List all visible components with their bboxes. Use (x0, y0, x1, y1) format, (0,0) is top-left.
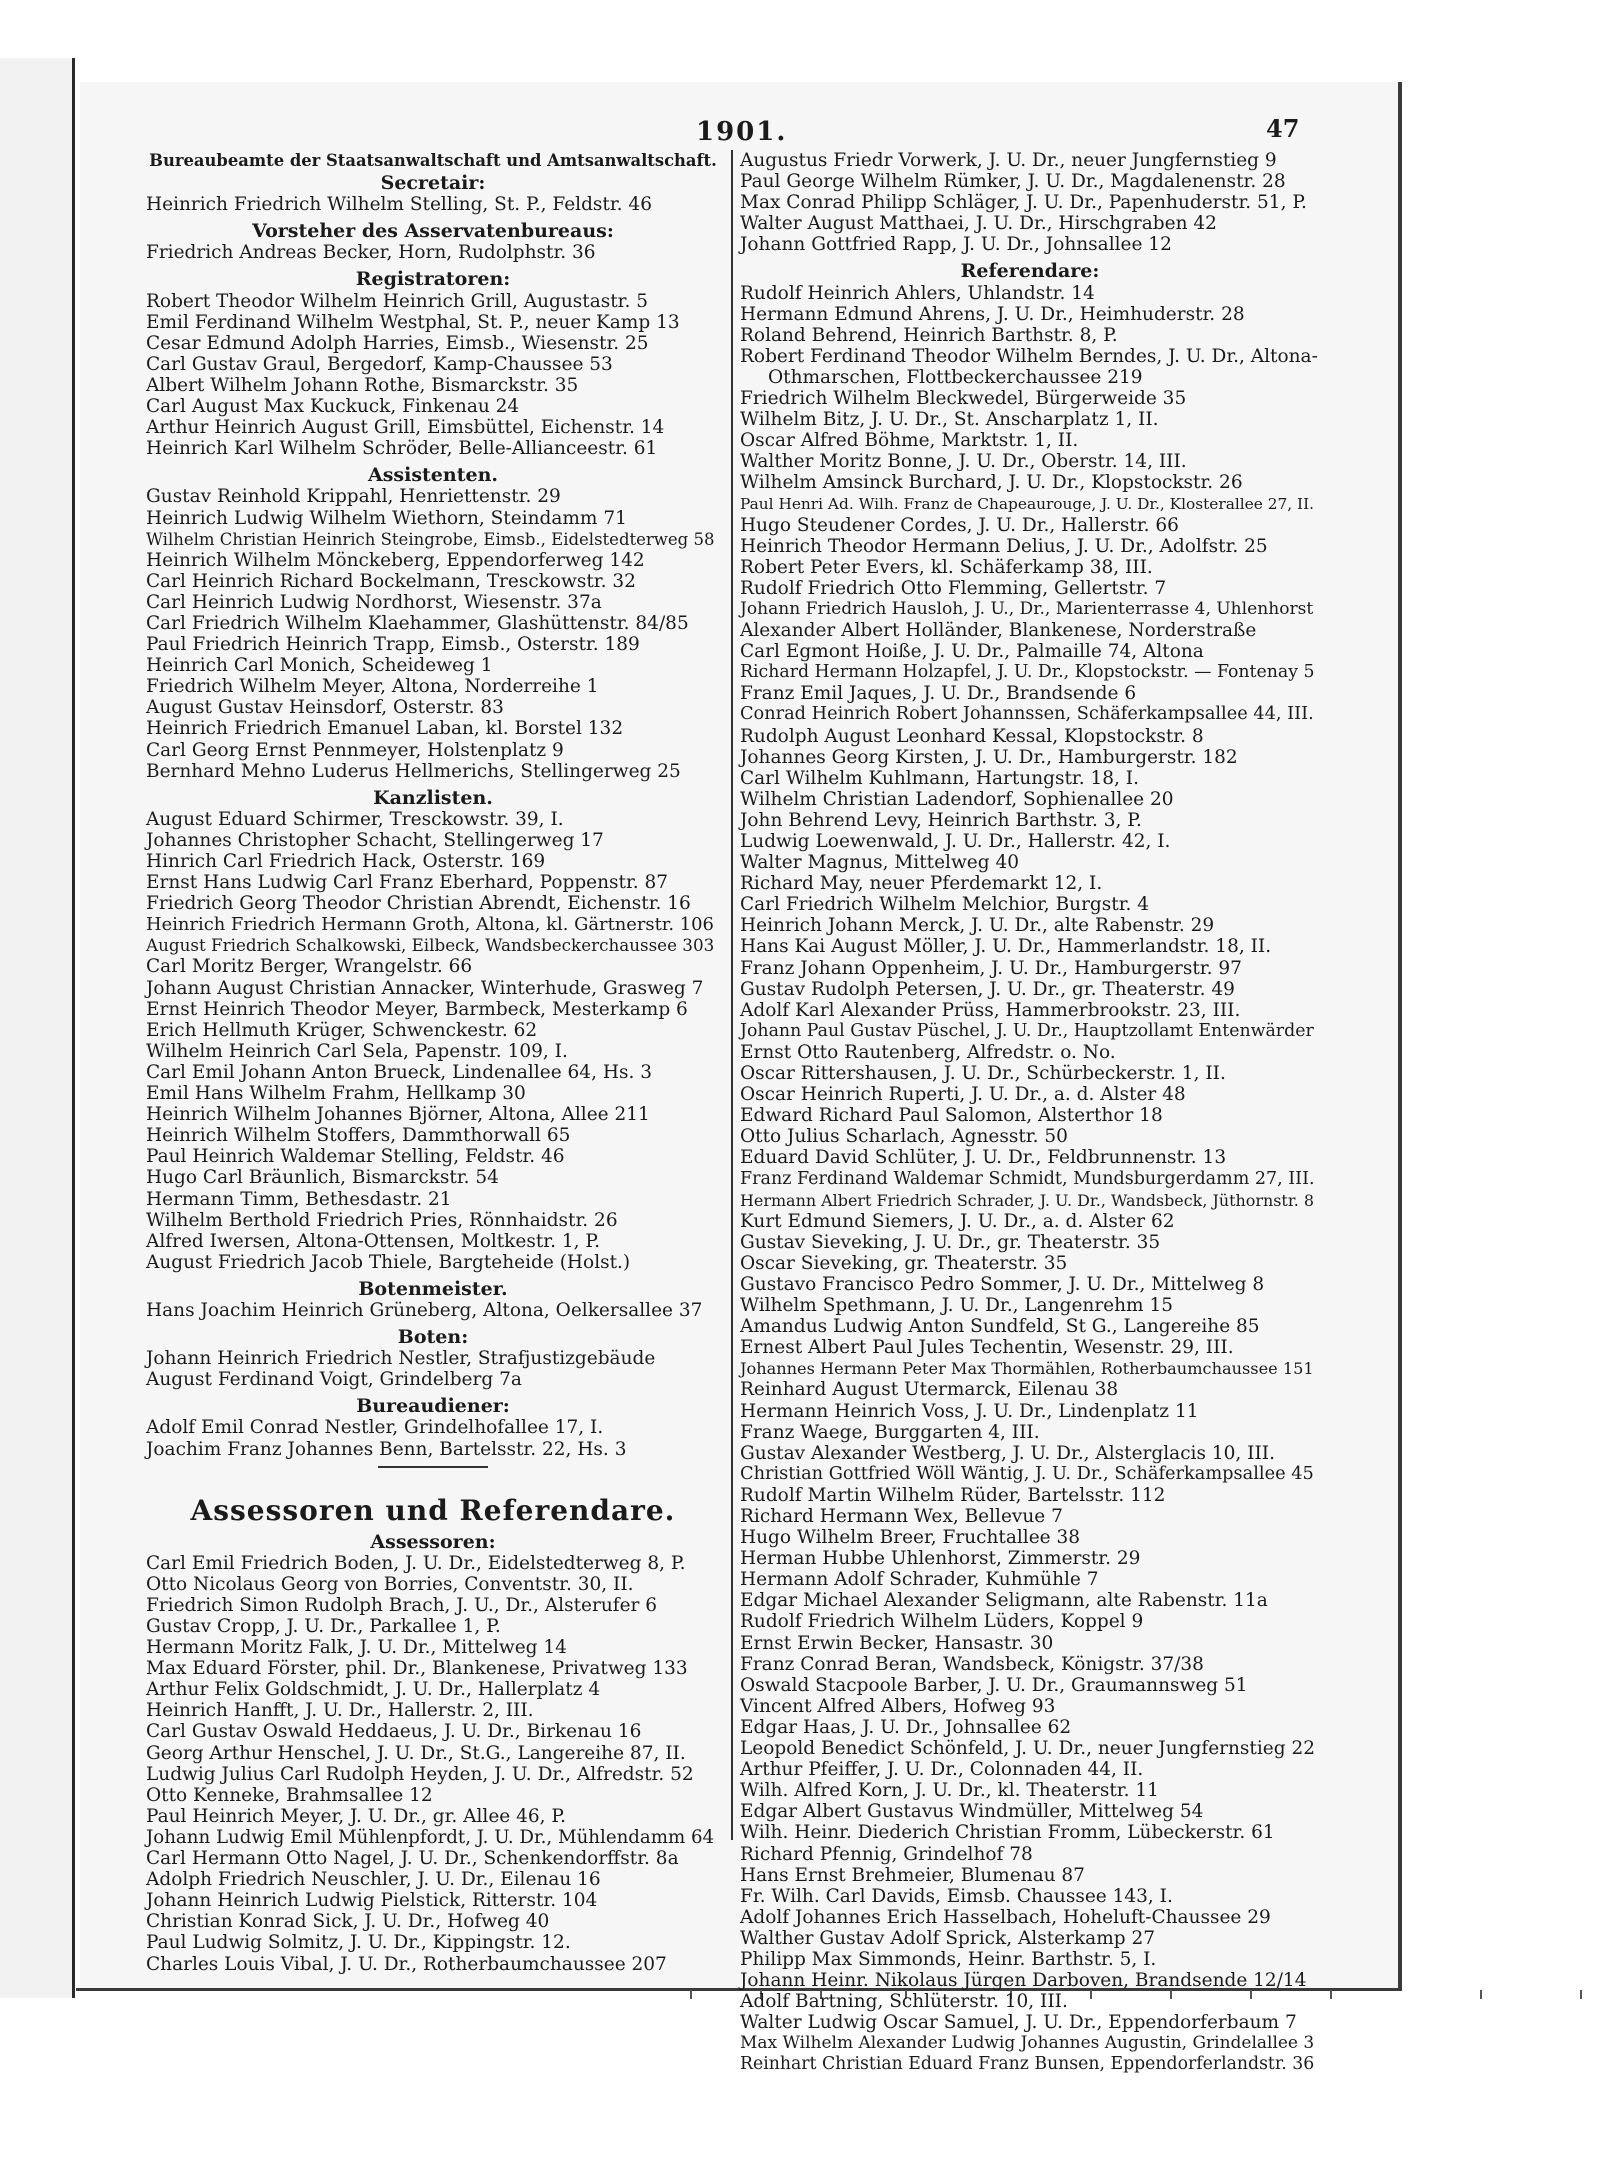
directory-entry: Richard Hermann Holzapfel, J. U. Dr., Klopstockstr. — Fontenay 5 (740, 662, 1315, 683)
directory-entry: Emil Ferdinand Wilhelm Westphal, St. P., neuer Kamp 13 (146, 311, 680, 333)
directory-entry: Adolf Karl Alexander Prüss, Hammerbrookstr. 23, III. (740, 999, 1241, 1021)
directory-entry: Rudolf Heinrich Ahlers, Uhlandstr. 14 (740, 282, 1095, 304)
directory-entry: Adolf Emil Conrad Nestler, Grindelhofallee 17, I. (146, 1417, 604, 1439)
directory-entry: Conrad Heinrich Robert Johannssen, Schäferkampsallee 44, III. (740, 704, 1314, 725)
directory-entry: Franz Waege, Burggarten 4, III. (740, 1421, 1040, 1443)
directory-entry: Ernst Otto Rautenberg, Alfredstr. o. No. (740, 1041, 1116, 1063)
directory-entry: Oscar Rittershausen, J. U. Dr., Schürbeckerstr. 1, II. (740, 1063, 1226, 1085)
directory-entry: Franz Johann Oppenheim, J. U. Dr., Hamburgerstr. 97 (740, 957, 1242, 979)
directory-entry: Carl Gustav Graul, Bergedorf, Kamp-Chaussee 53 (146, 353, 613, 375)
directory-entry: Hermann Albert Friedrich Schrader, J. U. Dr., Wandsbeck, Jüthornstr. 8 (740, 1190, 1314, 1210)
list-assessoren-continued (740, 150, 1320, 255)
directory-entry: Heinrich Friedrich Emanuel Laban, kl. Borstel 132 (146, 718, 624, 740)
directory-entry: Carl Gustav Oswald Heddaeus, J. U. Dr., Birkenau 16 (146, 1721, 642, 1743)
directory-entry: Carl August Max Kuckuck, Finkenau 24 (146, 396, 520, 418)
directory-entry: Alexander Albert Holländer, Blankenese, Norderstraße (740, 620, 1257, 642)
directory-entry: Max Conrad Philipp Schläger, J. U. Dr., Papenhuderstr. 51, P. (740, 192, 1307, 214)
directory-entry: Wilhelm Heinrich Carl Sela, Papenstr. 109, I. (146, 1040, 568, 1062)
directory-entry: Paul Heinrich Meyer, J. U. Dr., gr. Allee 46, P. (146, 1805, 566, 1827)
directory-entry: Max Wilhelm Alexander Ludwig Johannes Augustin, Grindelallee 3 (740, 2033, 1315, 2054)
directory-entry: Johannes Georg Kirsten, J. U. Dr., Hamburgerstr. 182 (740, 746, 1238, 768)
left-column (146, 150, 720, 1975)
section-title-bureaubeamte: Bureaubeamte der Staatsanwaltschaft und Amtsanwaltschaft. (149, 151, 717, 170)
directory-entry: Carl Georg Ernst Pennmeyer, Holstenplatz 9 (146, 739, 564, 761)
directory-entry: Paul George Wilhelm Rümker, J. U. Dr., Magdalenenstr. 28 (740, 171, 1286, 193)
directory-entry: Ludwig Julius Carl Rudolph Heyden, J. U. Dr., Alfredstr. 52 (146, 1763, 694, 1785)
directory-entry: Erich Hellmuth Krüger, Schwenckestr. 62 (146, 1019, 538, 1041)
directory-entry: Johannes Christopher Schacht, Stellingerweg 17 (146, 829, 604, 851)
directory-entry: Adolph Friedrich Neuschler, J. U. Dr., Eilenau 16 (146, 1869, 601, 1891)
directory-entry: Richard May, neuer Pferdemarkt 12, I. (740, 873, 1103, 895)
directory-entry: Wilh. Heinr. Diederich Christian Fromm, Lübeckerstr. 61 (740, 1822, 1275, 1844)
directory-entry: Robert Peter Evers, kl. Schäferkamp 38, III. (740, 556, 1153, 578)
directory-entry: Franz Conrad Beran, Wandsbeck, Königstr. 37/38 (740, 1653, 1204, 1675)
directory-entry: Paul Heinrich Waldemar Stelling, Feldstr. 46 (146, 1146, 565, 1168)
directory-entry: Friedrich Andreas Becker, Horn, Rudolphstr. 36 (146, 242, 596, 264)
heading-bureaudiener: Bureaudiener: (356, 1395, 510, 1418)
section-title-assessoren-referendare: Assessoren und Referendare. (190, 1493, 676, 1527)
page-edge-right (1398, 82, 1402, 1988)
directory-entry: Oscar Heinrich Ruperti, J. U. Dr., a. d. Alster 48 (740, 1084, 1186, 1106)
directory-entry: Heinrich Karl Wilhelm Schröder, Belle-Allianceestr. 61 (146, 438, 658, 460)
directory-entry: Heinrich Friedrich Hermann Groth, Altona, kl. Gärtnerstr. 106 (146, 914, 714, 936)
directory-entry: Carl Heinrich Ludwig Nordhorst, Wiesenstr. 37a (146, 591, 602, 613)
directory-entry: Edgar Albert Gustavus Windmüller, Mittelweg 54 (740, 1801, 1204, 1823)
directory-entry: Gustav Reinhold Krippahl, Henriettenstr. 29 (146, 486, 561, 508)
directory-entry: Christian Konrad Sick, J. U. Dr., Hofweg 40 (146, 1911, 550, 1933)
directory-entry: Adolf Bartning, Schlüterstr. 10, III. (740, 1991, 1068, 2013)
directory-entry: Heinrich Wilhelm Mönckeberg, Eppendorferweg 142 (146, 549, 645, 571)
directory-entry: Johann Paul Gustav Püschel, J. U. Dr., Hauptzollamt Entenwärder (740, 1020, 1314, 1041)
directory-entry: Walter August Matthaei, J. U. Dr., Hirschgraben 42 (740, 213, 1217, 235)
directory-entry: Hans Ernst Brehmeier, Blumenau 87 (740, 1864, 1085, 1886)
directory-entry: Otto Kenneke, Brahmsallee 12 (146, 1784, 433, 1806)
directory-entry: Friedrich Wilhelm Meyer, Altona, Norderreihe 1 (146, 676, 599, 698)
directory-entry: August Friedrich Jacob Thiele, Bargteheide (Holst.) (146, 1251, 631, 1273)
directory-entry: Edgar Haas, J. U. Dr., Johnsallee 62 (740, 1716, 1072, 1738)
directory-entry: Heinrich Johann Merck, J. U. Dr., alte Rabenstr. 29 (740, 915, 1215, 937)
directory-entry: Kurt Edmund Siemers, J. U. Dr., a. d. Alster 62 (740, 1210, 1175, 1232)
directory-entry: Franz Emil Jaques, J. U. Dr., Brandsende 6 (740, 683, 1137, 705)
directory-entry: Wilhelm Bitz, J. U. Dr., St. Anscharplatz 1, II. (740, 409, 1159, 431)
directory-entry: Johann August Christian Annacker, Winterhude, Grasweg 7 (146, 977, 704, 999)
list-secretair (146, 194, 720, 215)
directory-entry: Hermann Adolf Schrader, Kuhmühle 7 (740, 1569, 1099, 1591)
directory-entry: Gustavo Francisco Pedro Sommer, J. U. Dr., Mittelweg 8 (740, 1273, 1265, 1295)
list-assistenten (146, 486, 720, 781)
directory-entry: Vincent Alfred Albers, Hofweg 93 (740, 1695, 1056, 1717)
directory-entry: Johannes Hermann Peter Max Thormählen, Rotherbaumchaussee 151 (740, 1359, 1314, 1379)
directory-entry: Hugo Carl Bräunlich, Bismarckstr. 54 (146, 1167, 499, 1189)
directory-entry: Carl Friedrich Wilhelm Melchior, Burgstr. 4 (740, 894, 1150, 916)
list-referendare (740, 283, 1320, 2076)
directory-entry: August Gustav Heinsdorf, Osterstr. 83 (146, 697, 504, 719)
directory-entry: Walter Magnus, Mittelweg 40 (740, 852, 1019, 874)
directory-entry: Roland Behrend, Heinrich Barthstr. 8, P. (740, 324, 1118, 346)
directory-entry: Hugo Wilhelm Breer, Fruchtallee 38 (740, 1527, 1081, 1549)
directory-entry: Paul Friedrich Heinrich Trapp, Eimsb., Osterstr. 189 (146, 634, 640, 656)
directory-entry: Heinrich Hanfft, J. U. Dr., Hallerstr. 2, III. (146, 1700, 534, 1722)
directory-entry: Robert Theodor Wilhelm Heinrich Grill, Augustastr. 5 (146, 290, 649, 312)
directory-entry: Otto Julius Scharlach, Agnesstr. 50 (740, 1126, 1068, 1148)
section-rule (378, 1466, 488, 1468)
directory-entry: Hans Joachim Heinrich Grüneberg, Altona, Oelkersallee 37 (146, 1299, 703, 1321)
directory-entry: Wilhelm Berthold Friedrich Pries, Rönnhaidstr. 26 (146, 1209, 618, 1231)
directory-entry: Ludwig Loewenwald, J. U. Dr., Hallerstr. 42, I. (740, 831, 1171, 852)
directory-entry: August Eduard Schirmer, Tresckowstr. 39, I. (146, 808, 564, 830)
directory-entry: Emil Hans Wilhelm Frahm, Hellkamp 30 (146, 1083, 526, 1105)
heading-assessoren: Assessoren: (370, 1530, 496, 1553)
directory-entry: Rudolf Martin Wilhelm Rüder, Bartelsstr. 112 (740, 1484, 1166, 1506)
directory-entry: Hermann Edmund Ahrens, J. U. Dr., Heimhuderstr. 28 (740, 303, 1245, 325)
directory-entry: Heinrich Ludwig Wilhelm Wiethorn, Steindamm 71 (146, 507, 627, 529)
directory-entry: Carl Heinrich Richard Bockelmann, Tresckowstr. 32 (146, 570, 636, 592)
page-year: 1901. (696, 117, 788, 147)
list-boten (146, 1348, 720, 1390)
right-column (740, 150, 1320, 2076)
directory-entry: Hans Kai August Möller, J. U. Dr., Hammerlandstr. 18, II. (740, 936, 1272, 958)
directory-entry: Wilhelm Christian Ladendorf, Sophienallee 20 (740, 788, 1174, 810)
page-number: 47 (1266, 114, 1300, 143)
directory-entry: Carl Emil Friedrich Boden, J. U. Dr., Eidelstedterweg 8, P. (146, 1552, 686, 1574)
directory-entry: Gustav Rudolph Petersen, J. U. Dr., gr. Theaterstr. 49 (740, 978, 1235, 1000)
directory-entry: Heinrich Wilhelm Johannes Björner, Altona, Allee 211 (146, 1104, 650, 1126)
directory-entry: Arthur Heinrich August Grill, Eimsbüttel, Eichenstr. 14 (146, 417, 665, 439)
directory-entry: Friedrich Georg Theodor Christian Abrendt, Eichenstr. 16 (146, 893, 691, 915)
list-kanzlisten (146, 809, 720, 1273)
directory-entry: Wilhelm Christian Heinrich Steingrobe, Eimsb., Eidelstedterweg 58 (146, 529, 715, 549)
directory-entry: Otto Nicolaus Georg von Borries, Conventstr. 30, II. (146, 1573, 634, 1595)
directory-entry: Richard Hermann Wex, Bellevue 7 (740, 1506, 1063, 1527)
directory-entry: Oswald Stacpoole Barber, J. U. Dr., Graumannsweg 51 (740, 1674, 1248, 1696)
directory-entry: Johann Ludwig Emil Mühlenpfordt, J. U. Dr., Mühlendamm 64 (146, 1826, 715, 1848)
directory-entry: Johann Heinr. Nikolaus Jürgen Darboven, Brandsende 12/14 (740, 1970, 1307, 1992)
directory-entry: Charles Louis Vibal, J. U. Dr., Rotherbaumchaussee 207 (146, 1953, 667, 1975)
directory-entry: August Friedrich Schalkowski, Eilbeck, Wandsbeckerchaussee 303 (146, 935, 715, 956)
list-bureaudiener (146, 1417, 720, 1459)
directory-entry: Johann Heinrich Ludwig Pielstick, Ritterstr. 104 (146, 1890, 598, 1912)
directory-entry: Georg Arthur Henschel, J. U. Dr., St.G., Langereihe 87, II. (146, 1742, 686, 1764)
directory-entry: Oscar Alfred Böhme, Marktstr. 1, II. (740, 430, 1079, 452)
directory-entry: Richard Pfennig, Grindelhof 78 (740, 1843, 1033, 1865)
directory-entry: Carl Moritz Berger, Wrangelstr. 66 (146, 956, 473, 978)
directory-entry: Arthur Pfeiffer, J. U. Dr., Colonnaden 44, II. (740, 1759, 1144, 1781)
directory-entry: Hermann Heinrich Voss, J. U. Dr., Lindenplatz 11 (740, 1400, 1199, 1422)
directory-entry: Joachim Franz Johannes Benn, Bartelsstr. 22, Hs. 3 (146, 1438, 627, 1460)
heading-kanzlisten: Kanzlisten. (373, 786, 493, 809)
list-assessoren (146, 1553, 720, 1975)
directory-entry: Edward Richard Paul Salomon, Alsterthor 18 (740, 1105, 1163, 1127)
directory-entry: John Behrend Levy, Heinrich Barthstr. 3, P. (740, 809, 1142, 831)
directory-entry: Edgar Michael Alexander Seligmann, alte Rabenstr. 11a (740, 1590, 1268, 1612)
directory-entry: Ernst Erwin Becker, Hansastr. 30 (740, 1632, 1054, 1654)
directory-entry: Rudolf Friedrich Otto Flemming, Gellertstr. 7 (740, 577, 1167, 599)
directory-entry: Walther Gustav Adolf Sprick, Alsterkamp 27 (740, 1927, 1155, 1949)
heading-botenmeister: Botenmeister. (358, 1277, 508, 1300)
directory-entry: Augustus Friedr Vorwerk, J. U. Dr., neuer Jungfernstieg 9 (740, 150, 1277, 171)
directory-entry: Heinrich Wilhelm Stoffers, Dammthorwall 65 (146, 1125, 571, 1147)
directory-entry: Carl Wilhelm Kuhlmann, Hartungstr. 18, I. (740, 767, 1139, 789)
directory-entry: Amandus Ludwig Anton Sundfeld, St G., Langereihe 85 (740, 1316, 1260, 1338)
directory-entry: Reinhart Christian Eduard Franz Bunsen, Eppendorferlandstr. 36 (740, 2054, 1315, 2075)
heading-secretair: Secretair: (380, 172, 486, 195)
directory-entry: Christian Gottfried Wöll Wäntig, J. U. Dr., Schäferkampsallee 45 (740, 1463, 1314, 1484)
directory-entry: Reinhard August Utermarck, Eilenau 38 (740, 1379, 1119, 1401)
directory-entry: Paul Ludwig Solmitz, J. U. Dr., Kippingstr. 12. (146, 1932, 571, 1954)
directory-entry: Wilhelm Amsinck Burchard, J. U. Dr., Klopstockstr. 26 (740, 472, 1243, 494)
previous-page-edge (0, 58, 75, 1998)
directory-entry: Carl Egmont Hoiße, J. U. Dr., Palmaille 74, Altona (740, 641, 1204, 663)
directory-entry: Carl Hermann Otto Nagel, J. U. Dr., Schenkendorffstr. 8a (146, 1848, 679, 1870)
directory-entry: Friedrich Simon Rudolph Brach, J. U., Dr., Alsterufer 6 (146, 1594, 658, 1616)
directory-entry: Heinrich Theodor Hermann Delius, J. U. Dr., Adolfstr. 25 (740, 535, 1268, 557)
directory-entry: Hugo Steudener Cordes, J. U. Dr., Hallerstr. 66 (740, 514, 1179, 536)
directory-entry: Rudolph August Leonhard Kessal, Klopstockstr. 8 (740, 725, 1204, 747)
directory-entry: Othmarschen, Flottbeckerchaussee 219 (768, 366, 1143, 388)
directory-entry: Ernst Hans Ludwig Carl Franz Eberhard, Poppenstr. 87 (146, 872, 669, 894)
directory-entry: Philipp Max Simmonds, Heinr. Barthstr. 5, I. (740, 1948, 1157, 1970)
directory-entry: August Ferdinand Voigt, Grindelberg 7a (146, 1369, 522, 1391)
heading-assistenten: Assistenten. (367, 464, 499, 487)
directory-entry: Rudolf Friedrich Wilhelm Lüders, Koppel 9 (740, 1611, 1144, 1633)
directory-entry: Max Eduard Förster, phil. Dr., Blankenese, Privatweg 133 (146, 1658, 688, 1680)
directory-entry: Adolf Johannes Erich Hasselbach, Hoheluft-Chaussee 29 (740, 1906, 1271, 1928)
directory-entry: Herman Hubbe Uhlenhorst, Zimmerstr. 29 (740, 1548, 1141, 1570)
directory-entry: Hermann Timm, Bethesdastr. 21 (146, 1188, 452, 1210)
directory-entry: Alfred Iwersen, Altona-Ottensen, Moltkestr. 1, P. (146, 1230, 600, 1252)
heading-referendare: Referendare: (960, 260, 1100, 283)
directory-entry: Johann Friedrich Hausloh, J. U., Dr., Marienterrasse 4, Uhlenhorst (740, 598, 1314, 619)
directory-entry: Heinrich Friedrich Wilhelm Stelling, St. P., Feldstr. 46 (146, 194, 652, 216)
column-divider (731, 150, 733, 1840)
directory-entry: Paul Henri Ad. Wilh. Franz de Chapeaurouge, J. U. Dr., Klosterallee 27, II. (740, 494, 1315, 513)
directory-entry: Friedrich Wilhelm Bleckwedel, Bürgerweide 35 (740, 388, 1187, 410)
directory-entry: Robert Ferdinand Theodor Wilhelm Berndes, J. U. Dr., Altona- (740, 345, 1318, 367)
directory-entry: Hinrich Carl Friedrich Hack, Osterstr. 169 (146, 851, 546, 872)
directory-entry: Wilh. Alfred Korn, J. U. Dr., kl. Theaterstr. 11 (740, 1780, 1159, 1802)
directory-entry: Albert Wilhelm Johann Rothe, Bismarckstr. 35 (146, 374, 579, 396)
directory-entry: Carl Friedrich Wilhelm Klaehammer, Glashüttenstr. 84/85 (146, 612, 689, 634)
directory-entry: Eduard David Schlüter, J. U. Dr., Feldbrunnenstr. 13 (740, 1147, 1227, 1169)
directory-entry: Franz Ferdinand Waldemar Schmidt, Mundsburgerdamm 27, III. (740, 1168, 1315, 1189)
directory-entry: Hermann Moritz Falk, J. U. Dr., Mittelweg 14 (146, 1637, 567, 1659)
directory-entry: Arthur Felix Goldschmidt, J. U. Dr., Hallerplatz 4 (146, 1679, 601, 1701)
directory-entry: Gustav Sieveking, J. U. Dr., gr. Theaterstr. 35 (740, 1231, 1161, 1253)
directory-entry: Bernhard Mehno Luderus Hellmerichs, Stellingerweg 25 (146, 760, 681, 782)
directory-entry: Gustav Cropp, J. U. Dr., Parkallee 1, P. (146, 1616, 501, 1637)
directory-entry: Heinrich Carl Monich, Scheideweg 1 (146, 655, 493, 677)
list-registratoren (146, 291, 720, 460)
heading-registratoren: Registratoren: (355, 268, 511, 291)
directory-entry: Cesar Edmund Adolph Harries, Eimsb., Wiesenstr. 25 (146, 332, 649, 354)
directory-entry: Johann Heinrich Friedrich Nestler, Strafjustizgebäude (146, 1348, 656, 1370)
directory-entry: Oscar Sieveking, gr. Theaterstr. 35 (740, 1252, 1068, 1274)
directory-entry: Ernst Heinrich Theodor Meyer, Barmbeck, Mesterkamp 6 (146, 998, 688, 1020)
directory-entry: Johann Gottfried Rapp, J. U. Dr., Johnsallee 12 (740, 234, 1172, 256)
directory-entry: Fr. Wilh. Carl Davids, Eimsb. Chaussee 143, I. (740, 1885, 1173, 1907)
directory-entry: Walther Moritz Bonne, J. U. Dr., Oberstr. 14, III. (740, 451, 1187, 473)
directory-entry: Leopold Benedict Schönfeld, J. U. Dr., neuer Jungfernstieg 22 (740, 1738, 1315, 1760)
directory-entry: Carl Emil Johann Anton Brueck, Lindenallee 64, Hs. 3 (146, 1061, 652, 1083)
list-asservatenbureau (146, 242, 720, 263)
directory-entry: Walter Ludwig Oscar Samuel, J. U. Dr., Eppendorferbaum 7 (740, 2012, 1297, 2034)
directory-entry: Gustav Alexander Westberg, J. U. Dr., Alsterglacis 10, III. (740, 1442, 1275, 1464)
heading-boten: Boten: (397, 1326, 469, 1349)
directory-entry: Wilhelm Spethmann, J. U. Dr., Langenrehm 15 (740, 1295, 1173, 1317)
list-botenmeister (146, 1300, 720, 1321)
directory-entry: Ernest Albert Paul Jules Techentin, Wesenstr. 29, III. (740, 1337, 1234, 1359)
heading-asservatenbureau: Vorsteher des Asservatenbureaus: (252, 220, 614, 243)
